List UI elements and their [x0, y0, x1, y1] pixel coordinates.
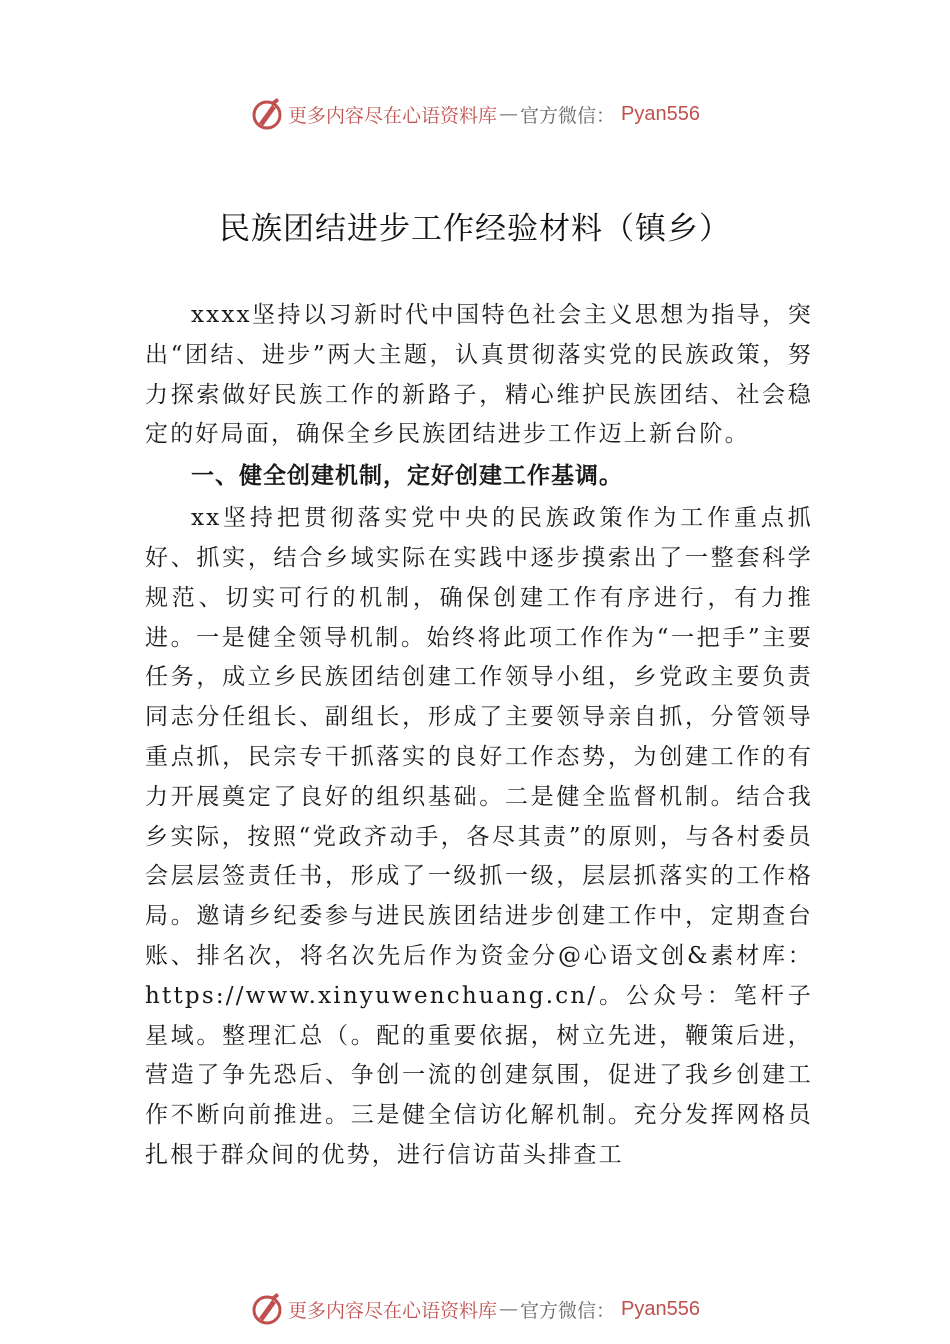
banner-wechat-label: 官方微信： [520, 1299, 616, 1322]
pen-logo-icon [250, 1292, 284, 1326]
banner-wechat-label: 官方微信： [520, 104, 616, 127]
banner-wechat-id: Pyan556 [621, 1297, 700, 1320]
header-banner [0, 92, 950, 136]
banner-dash: — [499, 1298, 519, 1320]
section-heading-1: 一、健全创建机制，定好创建工作基调。 [191, 463, 623, 490]
pen-logo-icon [250, 97, 284, 131]
banner-dash: — [499, 103, 519, 125]
document-title: 民族团结进步工作经验材料（镇乡） [219, 211, 731, 247]
document-body [145, 296, 813, 1176]
section-1-paragraph: xx坚持把贯彻落实党中央的民族政策作为工作重点抓好、抓实，结合乡域实际在实践中逐步摸索出了一整套科学规范、切实可行的机制，确保创建工作有序进行，有力推进。一是健全领导机制。始终将此项工作作为“一把手”主要任务，成立乡民族团结创建工作领导小组，乡党政主要负责同志分任组长、副组长，形成了主要领导亲自抓，分管领导重点抓，民宗专干抓落实的良好工作态势，为创建工作的有力开展奠定了良好的组织基础。二是健全监督机制。结合我乡实际，按照“党政齐动手，各尽其责”的原则，与各村委员会层层签责任书，形成了一级抓一级，层层抓落实的工作格局。邀请乡纪委参与进民族团结进步创建工作中，定期查台账、排名次，将名次先后作为资金分@心语文创&素材库：https://www.xinyuwenchuang.cn/。公众号：笔杆子星域。整理汇总（。配的重要依据，树立先进，鞭策后进，营造了争先恐后、争创一流的创建氛围，促进了我乡创建工作不断向前推进。三是健全信访化解机制。充分发挥网格员扎根于群众间的优势，进行信访苗头排查工 [145, 505, 813, 1168]
footer-banner [0, 1287, 950, 1331]
intro-paragraph: xxxx坚持以习新时代中国特色社会主义思想为指导，突出“团结、进步”两大主题，认真贯彻落实党的民族政策，努力探索做好民族工作的新路子，精心维护民族团结、社会稳定的好局面，确保全乡民族团结进步工作迈上新台阶。 [145, 302, 813, 448]
banner-text: 更多内容尽在心语资料库 [288, 1299, 498, 1322]
banner-text: 更多内容尽在心语资料库 [288, 104, 498, 127]
banner-wechat-id: Pyan556 [621, 102, 700, 125]
